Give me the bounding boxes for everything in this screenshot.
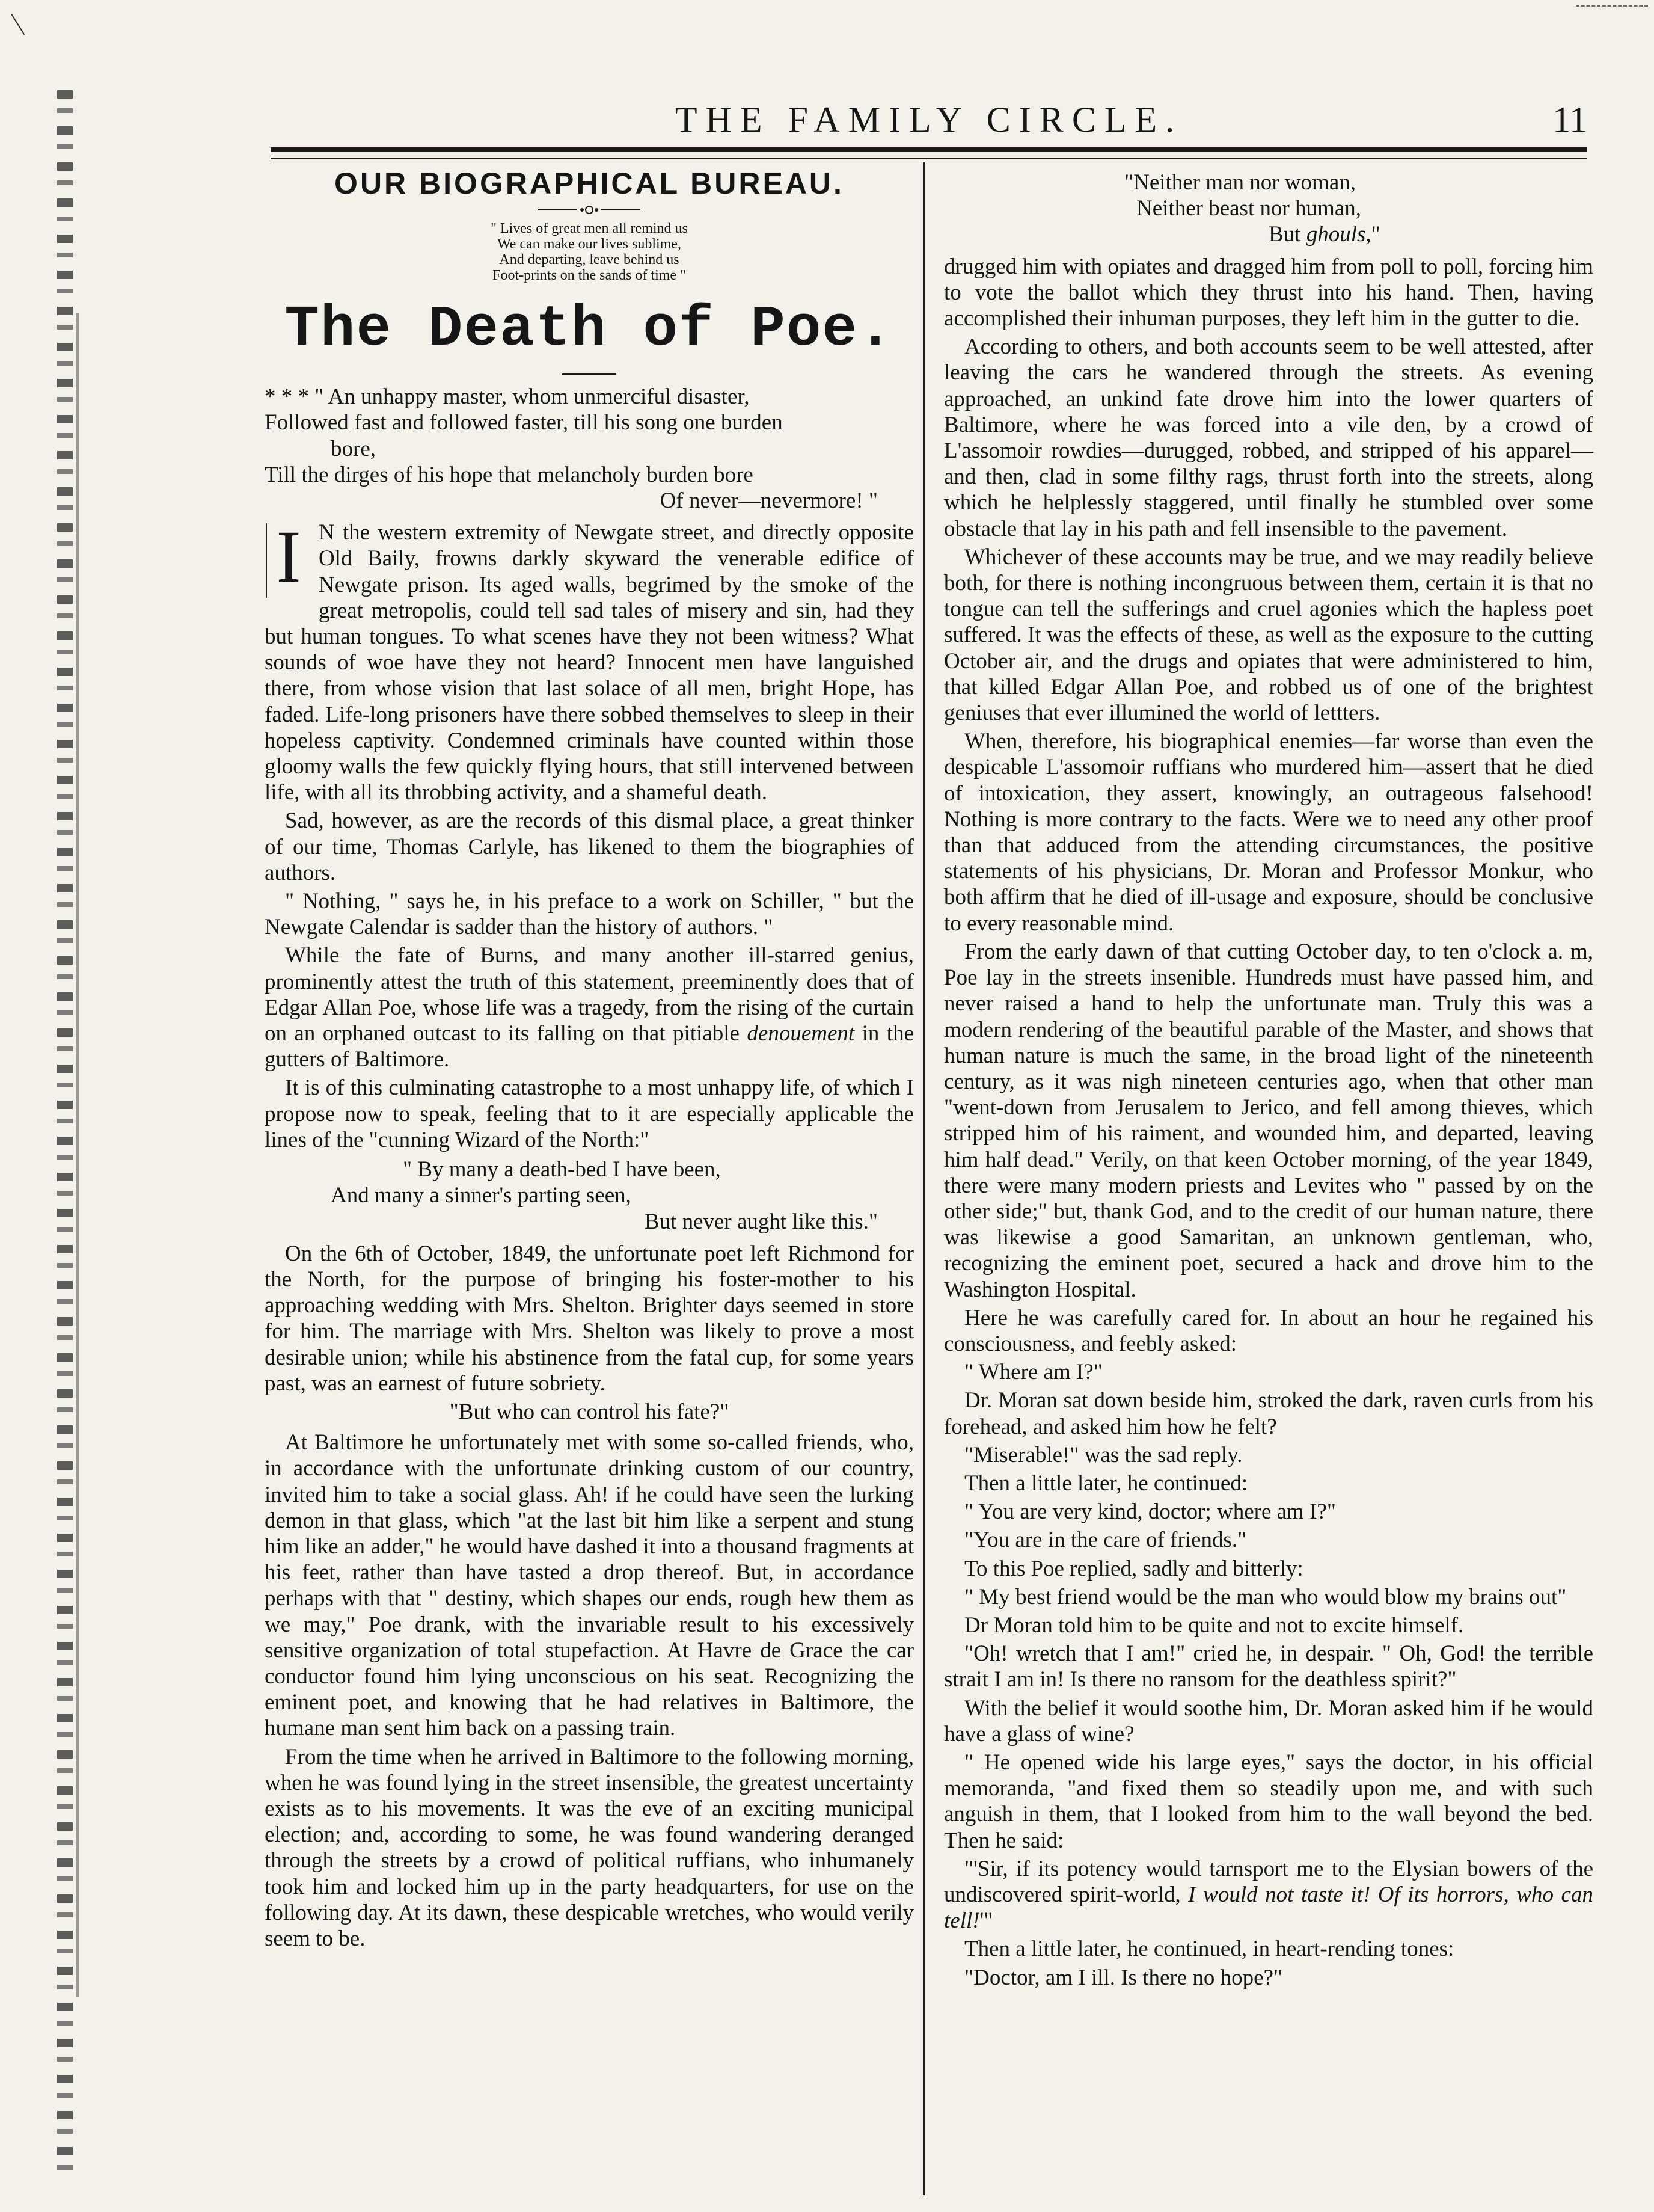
verse-line <box>944 221 1593 247</box>
paragraph-text: While the fate of Burns, and many another ill-starred genius, prominently attest the truth of this statement, preeminently does that of Edgar Allan Poe, whose life was a tragedy, from the rising of the curtain on an orphaned outcast to its falling on that pitiable <box>265 943 914 1046</box>
motto-line: We can make our lives sublime, <box>497 236 681 253</box>
paragraph: On the 6th of October, 1849, the unfortunate poet left Richmond for the North, for the purpose of bringing his foster-mother to his approaching wedding with Mrs. Shelton. Brighter days seemed in store for him. The marriage with Mrs. Shelton was likely to prove a most desirable union; while his abstinence from the fatal cup, for some years past, was an earnest of future sobriety. <box>265 1241 914 1396</box>
paragraph: drugged him with opiates and dragged him from poll to poll, forcing him to vote the ballot which they thrust into his hand. Then, having accomplished their inhuman purposes, they left him in the gutter to die. <box>944 254 1594 331</box>
paragraph: "Oh! wretch that I am!" cried he, in despair. " Oh, God! the terrible strait I am in! Is there no ransom for the deathless spirit?" <box>944 1641 1593 1692</box>
drop-cap: I <box>265 523 310 598</box>
italic-text: denouement <box>747 1021 855 1046</box>
verse-line: "Neither man nor woman, <box>1124 170 1356 195</box>
paragraph: According to others, and both accounts seem to be well attested, after leaving the cars he wandered through the streets. As evening approached, an unkind fate drove him into the lower quarters of Baltimore, where he was forced into a vile den, by a crowd of L'assomoir rowdies—durugged, robbed, and stripped of his apparel—and then, clad in some filthy rags, thrust forth into the streets, along which he helplessly staggered, until finally he stumbled over some obstacle that lay in his path and fell insensible to the pavement. <box>944 334 1593 541</box>
paragraph: Whichever of these accounts may be true, and we may readily believe both, for there is nothing incongruous between them, certain it is that no tongue can tell the sufferings and cruel agonies which the hapless poet suffered. It was the effects of these, as well as the exposure to the cutting October air, and the drugs and opiates that were administered to him, that killed Edgar Allan Poe, and robbed us of one of the brightest geniuses that ever illumined the world of lettters. <box>944 544 1593 726</box>
section-title: OUR BIOGRAPHICAL BUREAU. <box>334 167 844 200</box>
paragraph <box>944 1856 1593 1934</box>
dialogue-line: "You are in the care of friends." <box>964 1528 1247 1553</box>
ghouls-verse <box>944 170 1593 248</box>
publication-title: THE FAMILY CIRCLE. <box>675 100 1183 140</box>
paragraph: Dr. Moran sat down beside him, stroked the dark, raven curls from his forehead, and asked him how he felt? <box>944 1388 1593 1439</box>
italic-text: I would not taste it! Of its horrors, who can tell! <box>944 1882 1593 1934</box>
running-header <box>271 99 1587 147</box>
paragraph: It is of this culminating catastrophe to a most unhappy life, of which I propose now to speak, feeling that to it are especially applicable the lines of the "cunning Wizard of the North:" <box>265 1075 914 1152</box>
dialogue-line: "Doctor, am I ill. Is there no hope?" <box>964 1965 1283 1990</box>
left-column <box>265 167 914 1954</box>
verse-text: " <box>1371 222 1380 247</box>
paragraph-text: '" <box>979 1908 993 1934</box>
paragraph: Sad, however, as are the records of this dismal place, a great thinker of our time, Thomas Carlyle, has likened to them the biographies of authors. <box>265 808 914 885</box>
dialogue-line: Then a little later, he continued: <box>964 1470 1248 1496</box>
dialogue-line: " My best friend would be the man who would blow my brains out" <box>964 1584 1567 1609</box>
paragraph: When, therefore, his biographical enemies—far worse than even the despicable L'assomoir ruffians who murdered him—assert that he died of intoxication, they assert, knowingly, an outrageous falsehood! Nothing is more contrary to the facts. Were we to need any other proof than that adduced from the attending circumstances, the positive statements of his physicians, Dr. Moran and Professor Monkur, who both affirm that he died of ill-usage and exposure, should be conclusive to every reasonable mind. <box>944 729 1593 936</box>
paragraph-text: "'Sir, if its potency would tarnsport me to the Elysian bowers of the undiscovered spirit-world, <box>944 1856 1593 1907</box>
header-rule-thin <box>271 158 1587 159</box>
dialogue-line: To this Poe replied, sadly and bitterly: <box>964 1556 1303 1581</box>
paragraph <box>265 942 914 1072</box>
page-number: 11 <box>1552 100 1587 140</box>
paragraph: From the early dawn of that cutting October day, to ten o'clock a. m, Poe lay in the streets insenible. Hundreds must have passed him, and never raised a hand to help the unfortunate man. Truly this was a modern rendering of the beautiful parable of the Master, and shows that human nature is much the same, in the broad light of the nineteenth century, as it was nigh nineteen centuries ago, when that other man "went-down from Jerusalem to Jerico, and fell among thieves, which stripped him of his raiment, and wounded him, and departed, leaving him half dead." Verily, on that keen October morning, of the year 1849, there were many modern priests and Levites who " passed by on the other side;" but, thank God, and to the credit of our human nature, there was likewise a good Samaritan, an unknown gentleman, who, recognizing the eminent poet, secured a hack and drove him to the Washington Hospital. <box>944 939 1593 1302</box>
verse-line: But never aught like this." <box>644 1209 878 1234</box>
dialogue-line: " You are very kind, doctor; where am I?" <box>964 1499 1336 1525</box>
scan-artifact-dash <box>1576 5 1648 7</box>
scan-artifact-mark <box>11 14 25 35</box>
header-rule-thick <box>271 147 1587 152</box>
verse-line: bore, <box>331 436 376 461</box>
paragraph: " Nothing, " says he, in his preface to a work on Schiller, " but the Newgate Calendar is sadder than the history of authors. " <box>265 889 914 940</box>
verse-line: " By many a death-bed I have been, <box>403 1157 721 1182</box>
motto-verse <box>265 221 914 283</box>
dialogue-line: "Miserable!" was the sad reply. <box>964 1442 1243 1467</box>
paragraph: Here he was carefully cared for. In about an hour he regained his consciousness, and feebly asked: <box>944 1305 1593 1356</box>
ornament-divider-icon <box>538 205 640 215</box>
paragraph: Dr Moran told him to be quite and not to excite himself. <box>964 1612 1464 1638</box>
paragraph: From the time when he arrived in Baltimore to the following morning, when he was found lying in the street insensible, the greatest uncertainty exists as to his movements. It was the eve of an exciting municipal election; and, according to some, he was found wandering deranged through the streets by a crowd of political ruffians, who inhumanely took him and locked him up in the party headquarters, for use on the following day. At its dawn, these despicable wretches, who would verily seem to be. <box>265 1744 914 1951</box>
motto-line: " Lives of great men all remind us <box>491 221 688 237</box>
verse-line: * * * " An unhappy master, whom unmerciful disaster, <box>265 384 750 410</box>
dialogue-line: " Where am I?" <box>964 1360 1103 1385</box>
paragraph-text: N the western extremity of Newgate street, and directly opposite Old Baily, frowns darkly skyward the venerable edifice of Newgate prison. Its aged walls, begrimed by the smoke of the great metropolis, could tell sad tales of misery and sin, had they but human tongues. To what scenes have they not been witness? What sounds of woe have they not heard? Innocent men have languished there, from whose vision that last solace of all men, bright Hope, has faded. Life-long prisoners have there sobbed themselves to sleep in their hopeless captivity. Condemned criminals have counted within those gloomy walls the few quickly flying hours, that still intervened between life, with all its throbbing activity, and a shameful death. <box>265 520 914 805</box>
epigraph-verse <box>265 384 914 514</box>
paragraph: Then a little later, he continued, in heart-rending tones: <box>964 1937 1454 1962</box>
scan-binding-line <box>76 313 79 1997</box>
verse-line: Of never—nevermore! " <box>660 488 878 514</box>
paragraph-text: in the gutters of Baltimore. <box>265 1021 914 1072</box>
quote-line: "But who can control his fate?" <box>449 1399 729 1424</box>
scan-binding-edge <box>57 90 73 2171</box>
verse-line: Till the dirges of his hope that melancholy burden bore <box>265 462 753 487</box>
paragraph <box>265 515 914 805</box>
verse-line: Followed fast and followed faster, till his song one burden <box>265 410 783 435</box>
right-column <box>944 170 1593 1993</box>
paragraph: With the belief it would soothe him, Dr. Moran asked him if he would have a glass of wine? <box>944 1695 1593 1747</box>
verse-line: And many a sinner's parting seen, <box>331 1183 631 1208</box>
quoted-verse <box>265 1157 914 1235</box>
verse-line: Neither beast nor human, <box>1136 196 1361 221</box>
verse-text: But <box>1269 222 1306 247</box>
motto-line: And departing, leave behind us <box>499 252 679 268</box>
column-divider <box>923 162 925 2195</box>
article-title: The Death of Poe. <box>284 296 894 363</box>
paragraph: At Baltimore he unfortunately met with some so-called friends, who, in accordance with the unfortunate drinking custom of our country, invited him to take a social glass. Ah! if he could have seen the lurking demon in that glass, which "at the last bit him like a serpent and stung him like an adder," he would have dashed it into a thousand fragments at his feet, rather than have tasted a drop thereof. But, in accordance perhaps with that " destiny, which shapes our ends, rough hew them as we may," Poe drank, with the invariable result to his excessively sensitive organization of total stupefaction. At Havre de Grace the car conductor found him lying unconscious on his seat. Recognizing the eminent poet, and knowing that he had relatives in Baltimore, the humane man sent him back on a passing train. <box>265 1430 914 1741</box>
motto-line: Foot-prints on the sands of time " <box>492 268 686 284</box>
title-rule <box>562 373 616 375</box>
italic-text: ghouls, <box>1306 222 1371 247</box>
paragraph: " He opened wide his large eyes," says the doctor, in his official memoranda, "and fixed them so steadily upon me, and with such anguish in them, that I looked from him to the wall beyond the bed. Then he said: <box>944 1750 1593 1853</box>
